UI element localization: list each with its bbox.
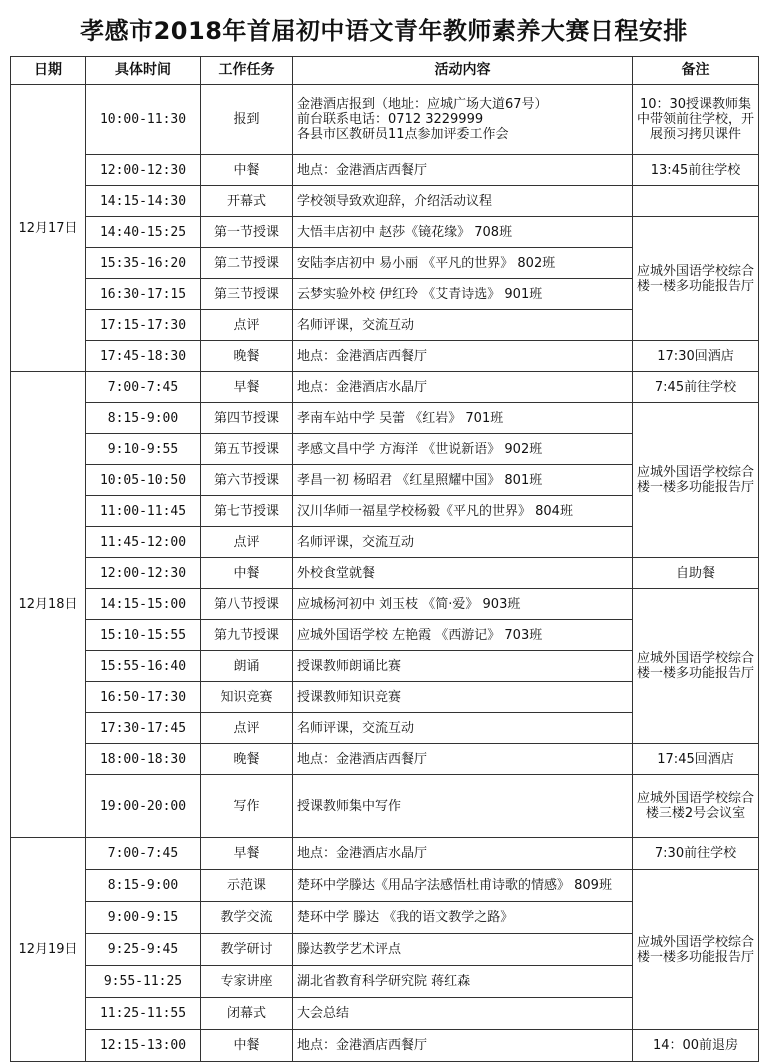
activity-cell [293, 279, 633, 310]
activity-cell [293, 934, 633, 966]
note-cell [633, 186, 759, 217]
activity-cell [293, 744, 633, 775]
task-cell: 晚餐 [201, 744, 293, 775]
time-cell: 8:15-9:00 [86, 403, 201, 434]
activity-line: 孝感文昌中学 方海洋 《世说新语》 902班 [297, 441, 543, 457]
note-cell: 10：30授课教师集中带领前往学校，开展预习拷贝课件 [633, 85, 759, 155]
task-cell: 第七节授课 [201, 496, 293, 527]
activity-cell [293, 85, 633, 155]
activity-line: 地点：金港酒店西餐厅 [297, 348, 428, 364]
activity-cell [293, 998, 633, 1030]
date-cell: 12月19日 [11, 838, 86, 1062]
time-cell: 12:15-13:00 [86, 1030, 201, 1062]
activity-line: 地点：金港酒店西餐厅 [297, 162, 428, 178]
activity-cell [293, 558, 633, 589]
time-cell: 15:10-15:55 [86, 620, 201, 651]
task-cell: 第二节授课 [201, 248, 293, 279]
note-cell: 17:45回酒店 [633, 744, 759, 775]
activity-line: 授课教师集中写作 [297, 798, 402, 814]
date-cell: 12月18日 [11, 372, 86, 838]
activity-cell [293, 372, 633, 403]
activity-cell [293, 589, 633, 620]
task-cell: 早餐 [201, 838, 293, 870]
note-cell: 应城外国语学校综合楼一楼多功能报告厅 [633, 870, 759, 1030]
task-cell: 闭幕式 [201, 998, 293, 1030]
activity-line: 汉川华师一福星学校杨毅《平凡的世界》 804班 [297, 503, 573, 519]
activity-cell [293, 186, 633, 217]
activity-line: 金港酒店报到（地址：应城广场大道67号） [297, 97, 548, 112]
activity-cell [293, 651, 633, 682]
task-cell: 示范课 [201, 870, 293, 902]
note-cell: 应城外国语学校综合楼一楼多功能报告厅 [633, 403, 759, 558]
time-cell: 11:45-12:00 [86, 527, 201, 558]
activity-cell [293, 434, 633, 465]
task-cell: 教学交流 [201, 902, 293, 934]
task-cell: 点评 [201, 713, 293, 744]
table-row [11, 744, 759, 775]
header-time: 具体时间 [86, 57, 201, 85]
activity-cell [293, 838, 633, 870]
note-cell: 7:45前往学校 [633, 372, 759, 403]
activity-line: 孝昌一初 杨昭君 《红星照耀中国》 801班 [297, 472, 543, 488]
time-cell: 9:10-9:55 [86, 434, 201, 465]
table-row [11, 838, 759, 870]
activity-cell [293, 713, 633, 744]
table-row [11, 558, 759, 589]
activity-cell [293, 966, 633, 998]
time-cell: 11:00-11:45 [86, 496, 201, 527]
activity-cell [293, 403, 633, 434]
table-row [11, 186, 759, 217]
activity-line: 授课教师朗诵比赛 [297, 658, 402, 674]
time-cell: 8:15-9:00 [86, 870, 201, 902]
note-cell: 13:45前往学校 [633, 155, 759, 186]
header-note: 备注 [633, 57, 759, 85]
activity-line: 安陆李店初中 易小丽 《平凡的世界》 802班 [297, 255, 556, 271]
time-cell: 14:40-15:25 [86, 217, 201, 248]
activity-cell [293, 496, 633, 527]
note-cell: 应城外国语学校综合楼一楼多功能报告厅 [633, 589, 759, 744]
table-row [11, 775, 759, 838]
activity-line: 地点：金港酒店水晶厅 [297, 379, 428, 395]
time-cell: 7:00-7:45 [86, 838, 201, 870]
activity-line: 孝南车站中学 吴蕾 《红岩》 701班 [297, 410, 504, 426]
date-cell: 12月17日 [11, 85, 86, 372]
activity-line: 地点：金港酒店西餐厅 [297, 751, 428, 767]
activity-cell [293, 775, 633, 838]
task-cell: 朗诵 [201, 651, 293, 682]
activity-cell [293, 1030, 633, 1062]
activity-cell [293, 465, 633, 496]
activity-cell [293, 310, 633, 341]
activity-line: 名师评课，交流互动 [297, 534, 415, 550]
activity-line: 大悟丰店初中 赵莎《镜花缘》 708班 [297, 224, 513, 240]
time-cell: 12:00-12:30 [86, 558, 201, 589]
task-cell: 中餐 [201, 558, 293, 589]
activity-cell [293, 682, 633, 713]
activity-line: 地点：金港酒店水晶厅 [297, 846, 428, 861]
task-cell: 点评 [201, 310, 293, 341]
table-row [11, 403, 759, 434]
activity-cell [293, 217, 633, 248]
time-cell: 9:25-9:45 [86, 934, 201, 966]
activity-cell [293, 902, 633, 934]
time-cell: 14:15-15:00 [86, 589, 201, 620]
time-cell: 15:55-16:40 [86, 651, 201, 682]
task-cell: 第一节授课 [201, 217, 293, 248]
table-row [11, 217, 759, 248]
table-row [11, 870, 759, 902]
task-cell: 写作 [201, 775, 293, 838]
activity-line: 地点：金港酒店西餐厅 [297, 1038, 428, 1053]
time-cell: 16:50-17:30 [86, 682, 201, 713]
time-cell: 11:25-11:55 [86, 998, 201, 1030]
task-cell: 报到 [201, 85, 293, 155]
activity-line: 应城外国语学校 左艳霞 《西游记》 703班 [297, 627, 543, 643]
time-cell: 15:35-16:20 [86, 248, 201, 279]
time-cell: 10:05-10:50 [86, 465, 201, 496]
activity-line: 大会总结 [297, 1006, 350, 1021]
table-row [11, 1030, 759, 1062]
activity-line: 外校食堂就餐 [297, 565, 376, 581]
task-cell: 第四节授课 [201, 403, 293, 434]
time-cell: 19:00-20:00 [86, 775, 201, 838]
note-cell: 应城外国语学校综合楼三楼2号会议室 [633, 775, 759, 838]
task-cell: 教学研讨 [201, 934, 293, 966]
table-row [11, 155, 759, 186]
activity-line: 湖北省教育科学研究院 蒋红森 [297, 974, 471, 989]
header-activity: 活动内容 [293, 57, 633, 85]
activity-line: 学校领导致欢迎辞，介绍活动议程 [297, 193, 493, 209]
page-title: 孝感市2018年首届初中语文青年教师素养大赛日程安排 [80, 16, 688, 45]
activity-cell [293, 248, 633, 279]
task-cell: 第六节授课 [201, 465, 293, 496]
note-cell: 自助餐 [633, 558, 759, 589]
time-cell: 7:00-7:45 [86, 372, 201, 403]
activity-line: 各县市区教研员11点参加评委工作会 [297, 127, 509, 142]
task-cell: 第三节授课 [201, 279, 293, 310]
table-row [11, 341, 759, 372]
schedule-table [10, 56, 759, 1062]
task-cell: 开幕式 [201, 186, 293, 217]
time-cell: 10:00-11:30 [86, 85, 201, 155]
activity-cell [293, 527, 633, 558]
task-cell: 早餐 [201, 372, 293, 403]
activity-line: 名师评课，交流互动 [297, 317, 415, 333]
activity-line: 楚环中学滕达《用品字法感悟杜甫诗歌的情感》 809班 [297, 878, 612, 893]
task-cell: 第九节授课 [201, 620, 293, 651]
note-cell: 14：00前退房 [633, 1030, 759, 1062]
table-row [11, 589, 759, 620]
table-row [11, 85, 759, 155]
task-cell: 第五节授课 [201, 434, 293, 465]
activity-line: 滕达教学艺术评点 [297, 942, 402, 957]
header-date: 日期 [11, 57, 86, 85]
activity-line: 云梦实验外校 伊红玲 《艾青诗选》 901班 [297, 286, 543, 302]
activity-line: 应城杨河初中 刘玉枝 《简·爱》 903班 [297, 596, 521, 612]
activity-cell [293, 155, 633, 186]
table-header-row [11, 57, 759, 85]
activity-cell [293, 870, 633, 902]
time-cell: 17:45-18:30 [86, 341, 201, 372]
activity-line: 授课教师知识竞赛 [297, 689, 402, 705]
activity-line: 楚环中学 滕达 《我的语文教学之路》 [297, 910, 514, 925]
time-cell: 14:15-14:30 [86, 186, 201, 217]
task-cell: 晚餐 [201, 341, 293, 372]
activity-line: 前台联系电话：0712 3229999 [297, 112, 484, 127]
task-cell: 中餐 [201, 1030, 293, 1062]
time-cell: 17:30-17:45 [86, 713, 201, 744]
note-cell: 7:30前往学校 [633, 838, 759, 870]
task-cell: 第八节授课 [201, 589, 293, 620]
time-cell: 9:00-9:15 [86, 902, 201, 934]
task-cell: 点评 [201, 527, 293, 558]
task-cell: 专家讲座 [201, 966, 293, 998]
time-cell: 17:15-17:30 [86, 310, 201, 341]
note-cell: 应城外国语学校综合楼一楼多功能报告厅 [633, 217, 759, 341]
activity-cell [293, 620, 633, 651]
schedule-body [11, 85, 759, 1062]
time-cell: 12:00-12:30 [86, 155, 201, 186]
time-cell: 18:00-18:30 [86, 744, 201, 775]
table-row [11, 372, 759, 403]
task-cell: 中餐 [201, 155, 293, 186]
header-task: 工作任务 [201, 57, 293, 85]
time-cell: 16:30-17:15 [86, 279, 201, 310]
activity-cell [293, 341, 633, 372]
note-cell: 17:30回酒店 [633, 341, 759, 372]
time-cell: 9:55-11:25 [86, 966, 201, 998]
task-cell: 知识竞赛 [201, 682, 293, 713]
activity-line: 名师评课，交流互动 [297, 720, 415, 736]
